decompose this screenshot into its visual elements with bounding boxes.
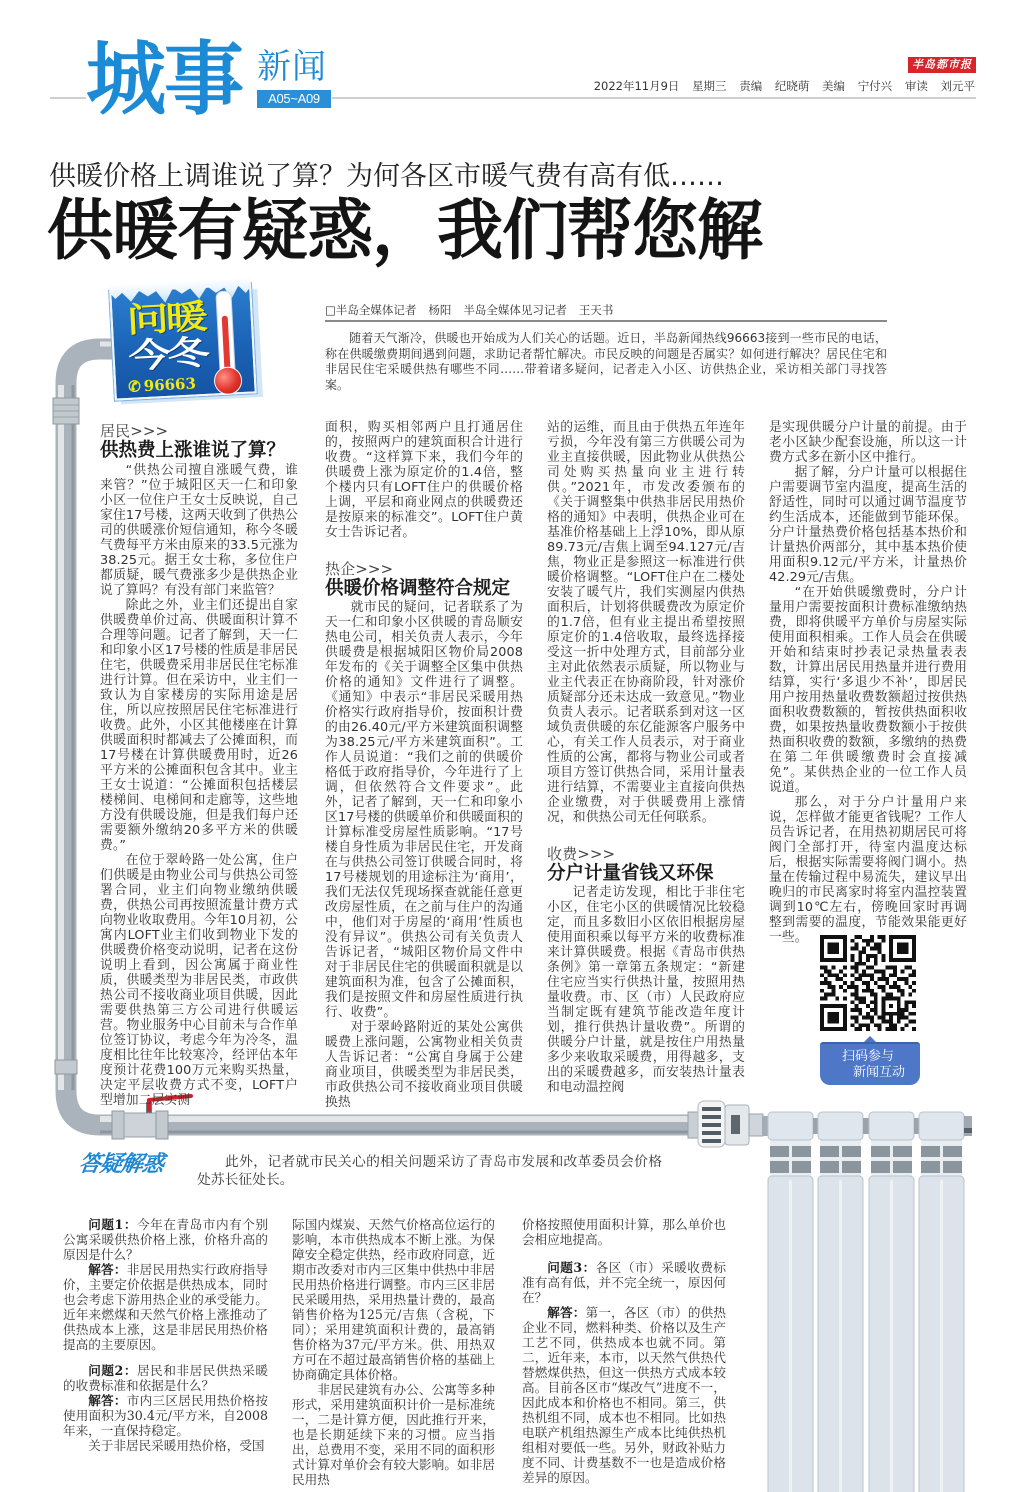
qr-code-icon xyxy=(820,935,916,1031)
article-column-3 xyxy=(547,420,745,1095)
credit-role: 审读 xyxy=(904,79,928,93)
masthead-rule-right xyxy=(332,97,976,99)
thermometer-icon xyxy=(215,290,235,375)
qa-paragraph-continued: 际国内煤炭、天然气价格高位运行的影响，本市供热成本不断上涨。为保障安全稳定供热，经市政府同意，近期市改委对市内三区集中供热中非居民用热价格进行调整。市内三区非居民采暖用热，采用热量计费的，最高销售价格为125元/吉焦（含税，下同）；采用建筑面积计费的，最高销售价格为37元/平方米。供、用热双方可在不超过最高销售价格的基础上协商确定具体价格。 xyxy=(292,1217,495,1382)
radiator-section xyxy=(919,1112,964,1492)
answer-label: 解答： xyxy=(88,1393,127,1408)
paragraph: “在开始供暖缴费时，分户计量用户需要按面积计费标准缴纳热费，即将供暖平方单价与房屋实际使用面积相乘。工作人员会在供暖开始和结束时抄表记录热量表表数，计算出居民用热量并进行费用结算，实行‘多退少不补’，即居民用户按用热量收费数额超过按供热面积收费数额的，暂按供热面积收费，如果按热量收费数额小于按供热面积收费的数额，多缴纳的热费在第二年供暖缴费时会直接减免”。某供热企业的一位工作人员说道。 xyxy=(769,585,967,795)
qr-label-pointer xyxy=(864,1036,876,1042)
masthead-rule-left xyxy=(50,97,86,99)
article-column-2 xyxy=(325,420,523,1110)
question-text: 各区（市）采暖收费标准有高有低，并不完全统一，原因何在？ xyxy=(522,1260,727,1305)
article-column-1 xyxy=(100,422,298,1108)
credit-role: 美编 xyxy=(822,79,846,93)
credit-name: 纪晓萌 xyxy=(774,79,810,93)
answer-label: 解答： xyxy=(88,1262,127,1277)
paragraph: 记者走访发现，相比于非住宅小区，住宅小区的供暖情况比较稳定，而且多数旧小区依旧根据房屋使用面积乘以每平方米的收费标准来计算供暖费。根据《青岛市供热条例》第一章第五条规定：“新建住宅应当实行供热计量，按照用热量收费。市、区（市）人民政府应当制定既有建筑节能改造年度计划，推行供热计量收费”。所谓的供暖分户计量，就是按住户用热量多少来收取采暖费，用得越多，支出的采暖费越多，而安装热计量表和电动温控阀 xyxy=(547,885,745,1095)
qa-question xyxy=(63,1217,268,1262)
question-label: 问题3： xyxy=(547,1260,596,1275)
credit-name: 宁付兴 xyxy=(857,79,893,93)
section-tag: 收费>>> xyxy=(547,845,616,863)
section-heading: 供暖价格调整符合规定 xyxy=(325,578,511,599)
qa-answer xyxy=(63,1262,268,1352)
reporter-title: 半岛全媒体见习记者 xyxy=(463,303,567,317)
byline-rule xyxy=(325,320,887,322)
newspaper-logo: 半岛都市报 xyxy=(908,57,976,73)
issue-date: 2022年11月9日 xyxy=(593,79,680,93)
qr-label-line1: 扫码参与 xyxy=(842,1049,895,1064)
section-header xyxy=(547,845,745,885)
section-tag: 热企>>> xyxy=(325,560,394,578)
page-range-badge: A05~A09 xyxy=(257,90,331,108)
paragraph: 在位于翠岭路一处公寓，住户们供暖是由物业公司与供热公司签署合同，业主们向物业缴纳供暖费，供热公司再按照流量计费方式向物业收取费用。今年10月初，公寓内LOFT业主们收到物业下发的供暖费价格变动说明，记者在这份说明上看到，因公寓属于商业性质，供暖类型为非居民类，市政供热公司不接收商业项目供暖，因此需要供热第三方公司进行供暖运营。物业服务中心目前未与合作单位签订协议，考虑今年为冷冬，温度相比往年比较寒冷，经评估本年度预计花费100万元来购买热量，决定平层收费方式不变，LOFT户型增加二层实测 xyxy=(100,853,298,1108)
qa-column-1 xyxy=(63,1217,268,1453)
badge-hotline xyxy=(128,374,197,396)
section-subtitle: 新闻 xyxy=(257,47,327,87)
article-headline: 供暖有疑惑，我们帮您解 xyxy=(47,192,762,269)
section-heading: 分户计量省钱又环保 xyxy=(547,863,714,884)
reporter-name: 杨阳 xyxy=(428,303,452,317)
qr-scan-label xyxy=(820,1042,920,1085)
article-deck: 供暖价格上调谁说了算？为何各区市暖气费有高有低…… xyxy=(49,161,724,192)
qa-column-3 xyxy=(522,1217,726,1485)
qa-paragraph-continued: 价格按照使用面积计算，那么单价也会相应地提高。 xyxy=(522,1217,726,1247)
section-header xyxy=(325,560,523,600)
qa-column-2 xyxy=(292,1217,495,1487)
article-column-4 xyxy=(769,420,967,945)
phone-icon xyxy=(128,377,144,396)
thermometer-bulb xyxy=(213,366,242,395)
qa-answer xyxy=(63,1393,268,1438)
qa-question xyxy=(522,1260,726,1305)
qa-question xyxy=(63,1363,268,1393)
qr-label-line2: 新闻互动 xyxy=(853,1065,906,1080)
answer-text: 非居民用热实行政府指导价，主要定价依据是供热成本，同时也会考虑下游用热企业的承受能力。近年来燃煤和天然气价格上涨推动了供热成本上涨，这是非居民用热价格提高的主要原因。 xyxy=(63,1262,269,1352)
thermometer-mercury xyxy=(222,316,231,374)
section-tag: 居民>>> xyxy=(100,422,169,440)
paragraph: 那么，对于分户计量用户来说，怎样做才能更省钱呢？工作人员告诉记者，在用热初期居民可将阀门全部打开，待室内温度达标后，根据实际需要将阀门调小。热量在传输过程中易流失，建议早出晚归的市民离家时将室内温控装置调到10℃左右，傍晚回家时再调整到需要的温度，节能效果能更好一些。 xyxy=(769,795,967,945)
reporter-name: 王天书 xyxy=(578,303,614,317)
credit-role: 责编 xyxy=(739,79,763,93)
answer-text: 第一，各区（市）的供热企业不同，燃料种类、价格以及生产工艺不同，供热成本也就不同。第二，近年来，本市，以天然气供热代替燃煤供热，但这一供热方式成本较高。目前各区市“煤改气”进度不一，因此成本和价格也不相同。第三，供热机组不同，成本也不相同。比如热电联产机组热源生产成本比纯供热机组相对要低一些。另外，财政补贴力度不同、计费基数不一也是造成价格差异的原因。 xyxy=(522,1305,727,1485)
question-label: 问题1： xyxy=(88,1217,137,1232)
paragraph: 对于翠岭路附近的某处公寓供暖费上涨问题，公寓物业相关负责人告诉记者：“公寓自身属于公建商业项目，供暖类型为非居民类，市政供热公司不接收商业项目供暖换热 xyxy=(325,1020,523,1110)
paragraph-continued: 是实现供暖分户计量的前提。由于老小区缺少配套设施，所以这一计费方式多在新小区中推行。 xyxy=(769,420,967,465)
badge-title-line2: 今冬 xyxy=(127,332,208,376)
answer-text: 市内三区居民用热价格按使用面积为30.4元/平方米，自2008年来，一直保持稳定。 xyxy=(63,1393,269,1438)
question-label: 问题2： xyxy=(88,1363,137,1378)
radiator xyxy=(762,1112,972,1492)
section-title: 城事 xyxy=(86,33,242,126)
qa-paragraph: 非居民建筑有办公、公寓等多种形式，采用建筑面积计价一是标准统一，二是计算方便，因此推行开来，也是长期延续下来的习惯。应当指出，总费用不变，采用不同的面积形式计算对单价会有较大影响。如非居民用热 xyxy=(292,1382,495,1487)
paragraph: 除此之外，业主们还提出自家供暖费单价过高、供暖面积计算不合理等问题。记者了解到，天一仁和印象小区17号楼的性质是非居民住宅，供暖费采用非居民住宅标准进行计算。但在采访中，业主们一致认为自家楼房的实际用途是居住，所以应按照居民住宅标准进行收费。此外，小区其他楼座在计算供暖面积时都减去了公摊面积，而17号楼在计算供暖费用时，近26平方米的公摊面积包含其中。业主王女士说道：“公摊面积包括楼层楼梯间、电梯间和走廊等，这些地方没有供暖设施，但是我们每户还需要额外缴纳20多平方米的供暖费。” xyxy=(100,598,298,853)
pipe-fitting-bottom xyxy=(55,1060,77,1074)
paragraph-continued: 站的运维，而且由于供热五年连年亏损，今年没有第三方供暖公司为业主直接供暖，因此物业从供热公司处购买热量向业主进行转供。”2021年，市发改委颁布的《关于调整集中供热非居民用热价格的通知》中表明，供热企业可在基准价格基础上上浮10%，即从原89.73元/吉焦上调至94.127元/吉焦，物业正是参照这一标准进行供暖价格调整。“LOFT住户在二楼处安装了暖气片，我们实测屋内供热面积后，计划将供暖费改为原定价的1.7倍，但有业主提出希望按照原定价的1.4倍收取，最终选择接受这一折中处理方式，目前部分业主对此依然表示质疑，所以物业与业主代表正在协商阶段，针对涨价质疑部分还未达成一致意见。”物业负责人表示。记者联系到对这一区域负责供暖的东亿能源客户服务中心，有关工作人员表示，对于商业性质的公寓，都将与物业公司或者项目方签订供热合同，采用计量表进行结算，不需要业主直接向供热企业缴费，对于供暖费用上涨情况，和供热公司无任何联系。 xyxy=(547,420,745,825)
paragraph: 就市民的疑问，记者联系了为天一仁和印象小区供暖的青岛顺安热电公司，相关负责人表示，今年供暖费是根据城阳区物价局2008年发布的《关于调整全区集中供热价格的通知》文件进行了调整。《通知》中表示“非居民采暖用热价格实行政府指导价，按面积计费的由26.40元/平方米建筑面积调整为38.25元/平方米建筑面积”。工作人员说道：“我们之前的供暖价格低于政府指导价，今年进行了上调，但依然符合文件要求”。此外，记者了解到，天一仁和印象小区17号楼的供暖单价和供暖面积的计算标准受房屋性质影响。“17号楼自身性质为非居民住宅，开发商在与供热公司签订供暖合同时，将17号楼规划的用途标注为‘商用’，我们无法仅凭现场探查就能任意更改房屋性质，在之前与住户的沟通中，他们对于房屋的‘商用’性质也没有异议”。供热公司有关负责人告诉记者，“城阳区物价局文件中对于非居民住宅的供暖面积就是以建筑面积为准，包含了公摊面积，我们是按照文件和房屋性质进行执行、收费”。 xyxy=(325,600,523,1020)
article-intro: 随着天气渐冷，供暖也开始成为人们关心的话题。近日，半岛新闻热线96663接到一些市民的电话，称在供暖缴费期间遇到问题，求助记者帮忙解决。市民反映的问题是否属实？如何进行解决？居民住宅和非居民住宅采暖供热有哪些不同……带着诸多疑问，记者走入小区、访供热企业，采访相关部门寻找答案。 xyxy=(325,331,887,392)
question-text: 居民和非居民供热采暖的收费标准和依据是什么？ xyxy=(63,1363,269,1393)
qa-intro: 此外，记者就市民关心的相关问题采访了青岛市发展和改革委员会价格处苏长征处长。 xyxy=(197,1154,662,1188)
wennuan-jindong-badge xyxy=(109,283,257,402)
qa-answer xyxy=(522,1305,726,1485)
paragraph: 据了解，分户计量可以根据住户需要调节室内温度，提高生活的舒适性，同时可以通过调节温度节约生活成本，还能做到节能环保。分户计量热费价格包括基本热价和计量热价两部分，其中基本热价使用面积9.12元/平方米，计量热价42.29元/吉焦。 xyxy=(769,465,967,585)
pipe-fitting-top xyxy=(53,398,79,424)
hotline-number: 96663 xyxy=(143,374,197,396)
byline-marker: □ xyxy=(325,303,336,317)
radiator-section xyxy=(768,1112,813,1492)
qa-paragraph: 关于非居民采暖用热价格，受国 xyxy=(88,1438,265,1453)
radiator-section xyxy=(869,1112,914,1492)
badge-face xyxy=(109,283,257,400)
question-text: 今年在青岛市内有个别公寓采暖供热价格上涨，价格升高的原因是什么？ xyxy=(63,1217,269,1262)
credit-name: 刘元平 xyxy=(940,79,975,93)
paragraph-continued: 面积，购买相邻两户且打通居住的，按照两户的建筑面积合计进行收费。“这样算下来，我们今年的供暖费上涨为原定价的1.4倍，整个楼内只有LOFT住户的供暖价格上调，平层和商业网点的供暖费还是按原来的标准交”。LOFT住户黄女士告诉记者。 xyxy=(325,420,523,540)
badge-title-line1: 问暖 xyxy=(125,296,206,340)
radiator-section xyxy=(818,1112,863,1492)
issue-weekday: 星期三 xyxy=(692,79,727,93)
reporter-title: 半岛全媒体记者 xyxy=(335,303,417,317)
thermostatic-valve xyxy=(688,1101,763,1147)
section-heading: 供热费上涨谁说了算？ xyxy=(100,440,286,461)
byline xyxy=(325,303,613,318)
answer-label: 解答： xyxy=(547,1305,586,1320)
qa-section-label: 答疑解惑 xyxy=(77,1152,165,1177)
dateline xyxy=(594,78,975,94)
paragraph: “供热公司擅自涨暖气费，谁来管？”位于城阳区天一仁和印象小区一位住户王女士反映说，自己家住17号楼，这两天收到了供热公司的供暖涨价短信通知，称今冬暖气费每平方米由原来的33.5元涨为38.25元。据王女士称，多位住户都质疑，暖气费涨多少是供热企业说了算吗？有没有部门来监管？ xyxy=(100,463,298,598)
